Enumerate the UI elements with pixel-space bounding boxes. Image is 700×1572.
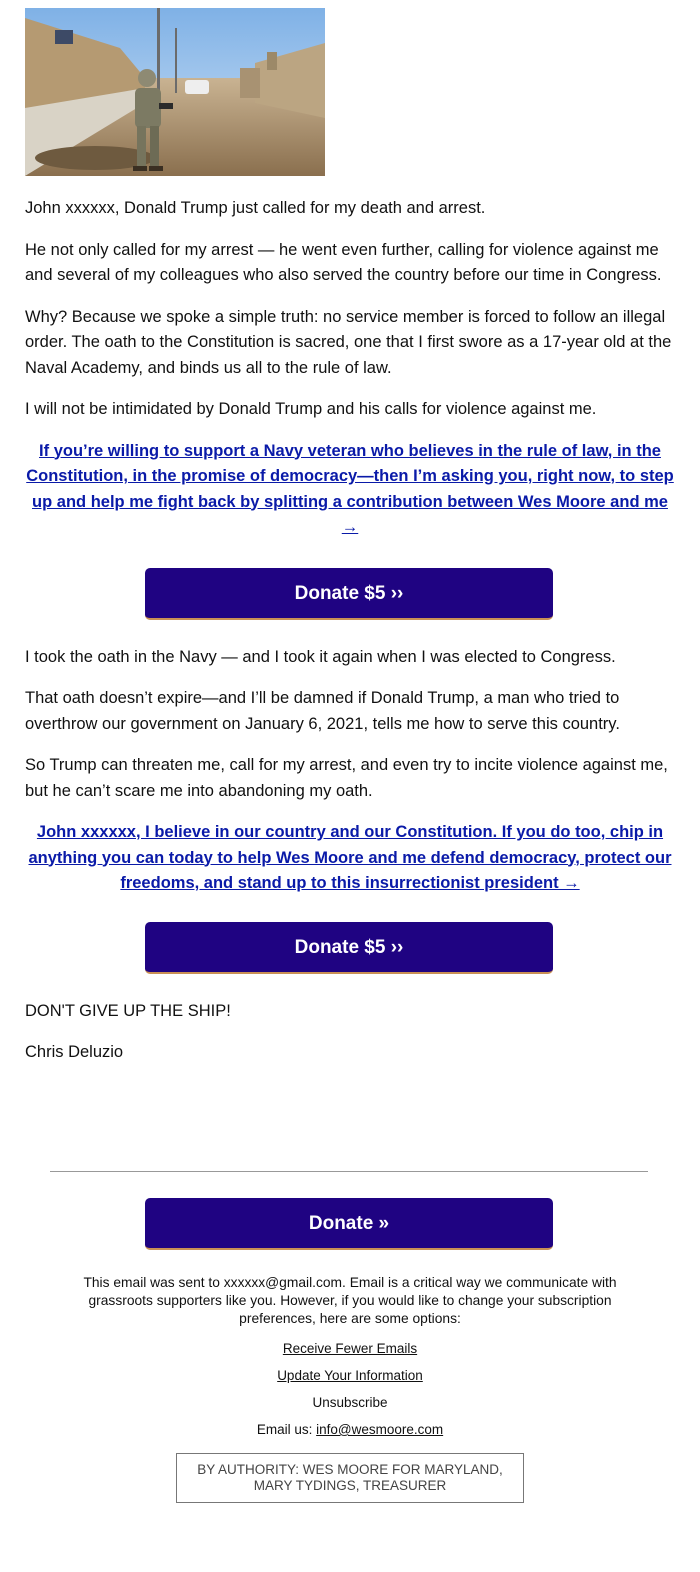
paragraph: I took the oath in the Navy — and I took it again when I was elected to Congress.	[25, 647, 616, 666]
hero-photo	[25, 8, 325, 176]
unsubscribe-text[interactable]: Unsubscribe	[312, 1395, 388, 1410]
donate-footer-button[interactable]: Donate »	[145, 1198, 553, 1250]
donate-appeal-link-2[interactable]: John xxxxxx, I believe in our country and our Constitution. If you do too, chip in anything you can today to help Wes Moore and me defend democracy, protect our freedoms, and stand up to this insurrectionist president →	[28, 823, 672, 892]
paragraph: Why? Because we spoke a simple truth: no service member is forced to follow an illegal order. The oath to the Constitution is sacred, one that I first swore as a 17-year old at the Naval Academy, and binds us all to the rule of law.	[25, 307, 672, 377]
email-us-link[interactable]: info@wesmoore.com	[316, 1422, 444, 1437]
donate-appeal-link-1[interactable]: If you’re willing to support a Navy veteran who believes in the rule of law, in the Constitution, in the promise of democracy—then I’m asking you, right now, to step up and help me fight back by splitting a contribution between Wes Moore and me →	[26, 441, 674, 536]
signature: Chris Deluzio	[25, 1043, 124, 1061]
footer	[0, 1198, 700, 1503]
paragraph: That oath doesn’t expire—and I’ll be damned if Donald Trump, a man who tried to overthrow our government on January 6, 2021, tells me how to serve this country.	[25, 689, 620, 733]
paid-for-by-box: BY AUTHORITY: WES MOORE FOR MARYLAND, MARY TYDINGS, TREASURER	[176, 1453, 524, 1503]
email-us-label: Email us:	[256, 1422, 317, 1437]
email-us-line	[0, 1421, 700, 1439]
receive-fewer-emails-link[interactable]: Receive Fewer Emails	[282, 1341, 418, 1356]
donate-5-button-2[interactable]: Donate $5 ››	[145, 922, 553, 974]
paragraph-greeting: John xxxxxx, Donald Trump just called for my death and arrest.	[25, 199, 486, 217]
paragraph: He not only called for my arrest — he went even further, calling for violence against me and several of my colleagues who also served the country before our time in Congress.	[25, 240, 662, 284]
paragraph: I will not be intimidated by Donald Trump and his calls for violence against me.	[25, 400, 597, 418]
footer-divider	[50, 1171, 648, 1172]
paragraph: So Trump can threaten me, call for my arrest, and even try to incite violence against me, but he can’t scare me into abandoning my oath.	[25, 756, 668, 800]
subscription-notice: This email was sent to xxxxxx@gmail.com. Email is a critical way we communicate with grassroots supporters like you. However, if you would like to change your subscription preferences, here are some options:	[83, 1275, 617, 1326]
closing-line: DON'T GIVE UP THE SHIP!	[25, 1001, 231, 1020]
update-information-link[interactable]: Update Your Information	[277, 1368, 423, 1383]
donate-5-button-1[interactable]: Donate $5 ››	[145, 568, 553, 620]
email-body	[25, 8, 675, 1066]
